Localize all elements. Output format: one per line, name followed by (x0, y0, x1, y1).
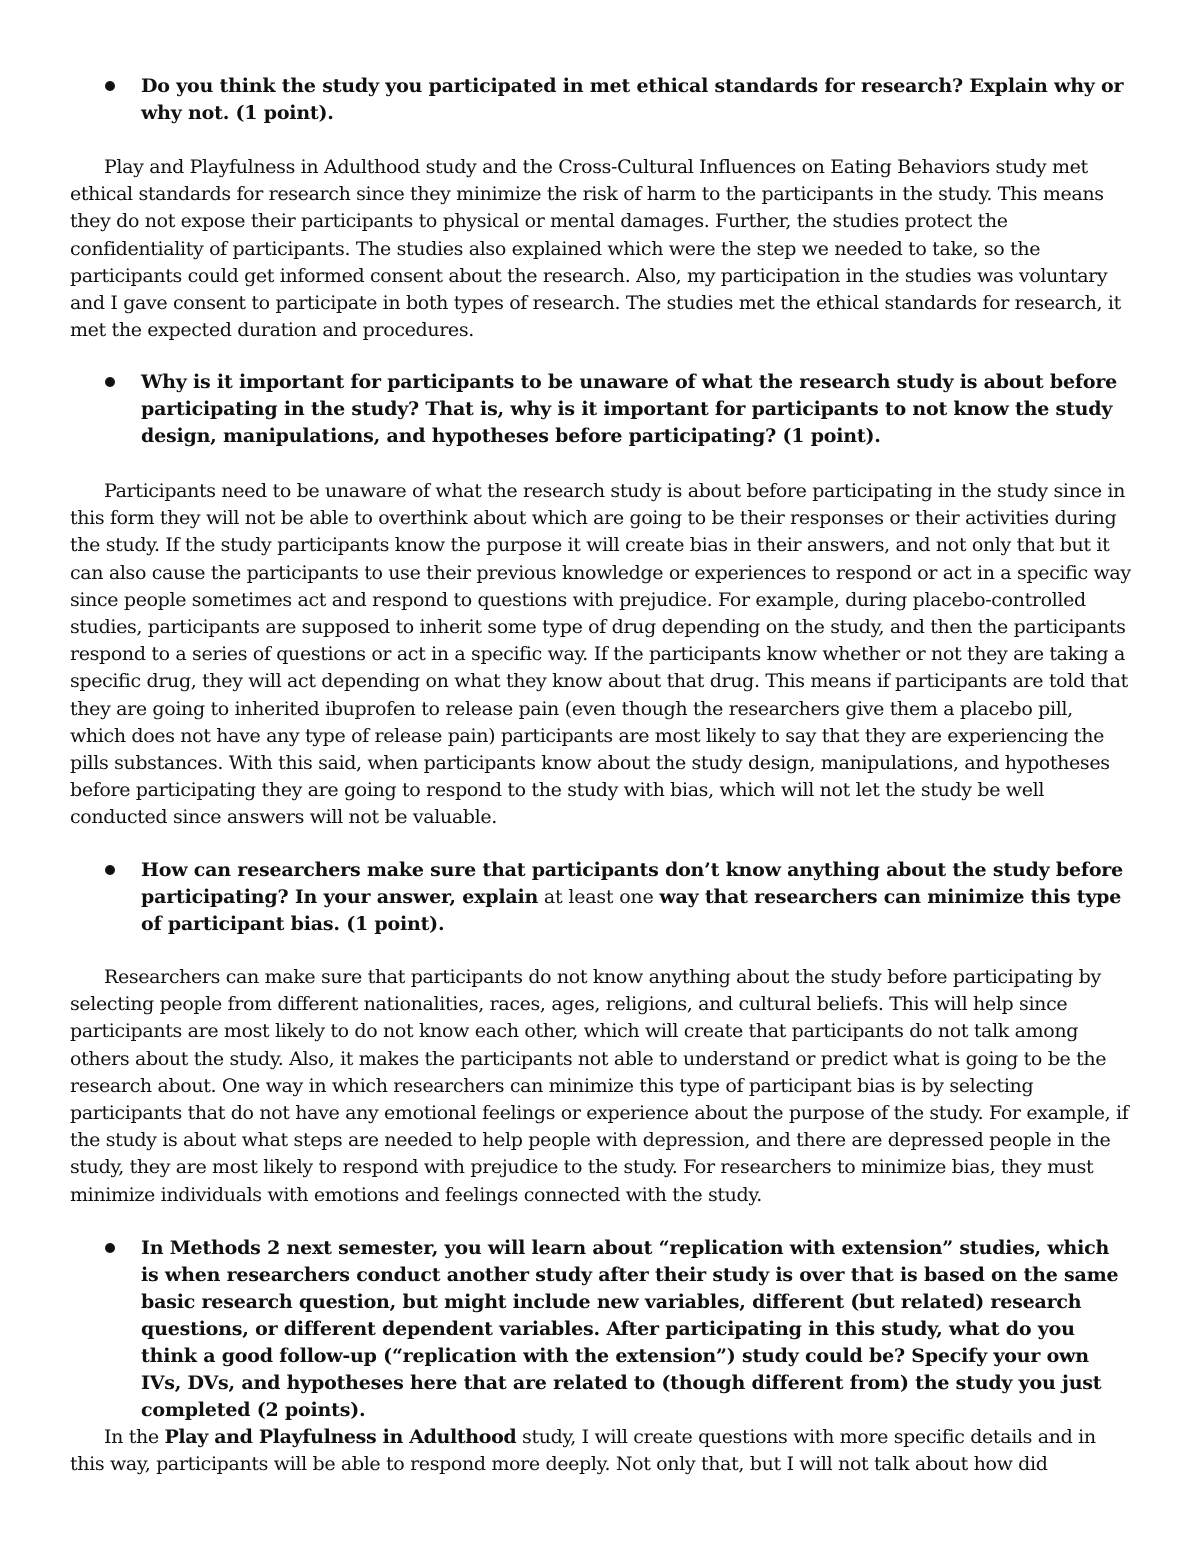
answer-4 (70, 1424, 1134, 1478)
question-2-text: Why is it important for participants to be unaware of what the research study is about before participating in the study? That is, why is it important for participants to not know the study design, manipulations, and hypotheses before participating? (1 point). (141, 371, 1118, 447)
answer-4-text-part3: study, I will create questions with more specific details and in this way, participants will be able to respond more deeply. Not only that, but I will not talk about how did (70, 1426, 1096, 1476)
bullet-icon (105, 1243, 115, 1253)
question-1 (141, 73, 1131, 127)
question-4 (141, 1235, 1131, 1424)
answer-1: Play and Playfulness in Adulthood study and the Cross-Cultural Influences on Eating Behaviors study met ethical standards for research since they minimize the risk of harm to the participants in the study. This means they do not expose their participants to physical or mental damages. Further, the studies protect the confidentiality of participants. The studies also explained which were the step we needed to take, so the participants could get informed consent about the research. Also, my participation in the studies was voluntary and I gave consent to participate in both types of research. The studies met the ethical standards for research, it met the expected duration and procedures. (70, 156, 1121, 342)
answer-4-text-part1: In the (104, 1426, 165, 1448)
question-3 (141, 857, 1131, 938)
answer-4-study-name: Play and Playfulness in Adulthood (164, 1426, 517, 1448)
question-1-text: Do you think the study you participated in met ethical standards for research? Explain why or why not. (1 point). (141, 75, 1124, 124)
question-3-text-part1: How can researchers make sure that participants don’t know anything about the study before participating? In your answer, explain (141, 859, 1123, 908)
question-4-text: In Methods 2 next semester, you will learn about “replication with extension” studies, which is when researchers conduct another study after their study is over that is based on the same basic research question, but might include new variables, different (but related) research questions, or different dependent variables. After participating in this study, what do you think a good follow-up (“replication with the extension”) study could be? Specify your own IVs, DVs, and hypotheses here that are related to (though different from) the study you just completed (2 points). (141, 1237, 1119, 1421)
question-2 (141, 369, 1131, 450)
bullet-icon (105, 81, 115, 91)
bullet-icon (105, 377, 115, 387)
answer-3: Researchers can make sure that participants do not know anything about the study before participating by selecting people from different nationalities, races, ages, religions, and cultural beliefs. This will help since participants are most likely to do not know each other, which will create that participants do not talk among others about the study. Also, it makes the participants not able to understand or predict what is going to be the research about. One way in which researchers can minimize this type of participant bias is by selecting participants that do not have any emotional feelings or experience about the purpose of the study. For example, if the study is about what steps are needed to help people with depression, and there are depressed people in the study, they are most likely to respond with prejudice to the study. For researchers to minimize bias, they must minimize individuals with emotions and feelings connected with the study. (70, 966, 1129, 1206)
bullet-icon (105, 865, 115, 875)
answer-2: Participants need to be unaware of what the research study is about before participating in the study since in this form they will not be able to overthink about which are going to be their responses or their activities during the study. If the study participants know the purpose it will create bias in their answers, and not only that but it can also cause the participants to use their previous knowledge or experiences to respond or act in a specific way since people sometimes act and respond to questions with prejudice. For example, during placebo-controlled studies, participants are supposed to inherit some type of drug depending on the study, and then the participants respond to a series of questions or act in a specific way. If the participants know whether or not they are taking a specific drug, they will act depending on what they know about that drug. This means if participants are told that they are going to inherited ibuprofen to release pain (even though the researchers give them a placebo pill, which does not have any type of release pain) participants are most likely to say that they are experiencing the pills substances. With this said, when participants know about the study design, manipulations, and hypotheses before participating they are going to respond to the study with bias, which will not let the study be well conducted since answers will not be valuable. (70, 480, 1131, 829)
question-3-text-part2: at least one (538, 886, 660, 908)
question-3-text-part3: way that researchers can minimize this type of participant bias. (1 point). (141, 886, 1122, 935)
